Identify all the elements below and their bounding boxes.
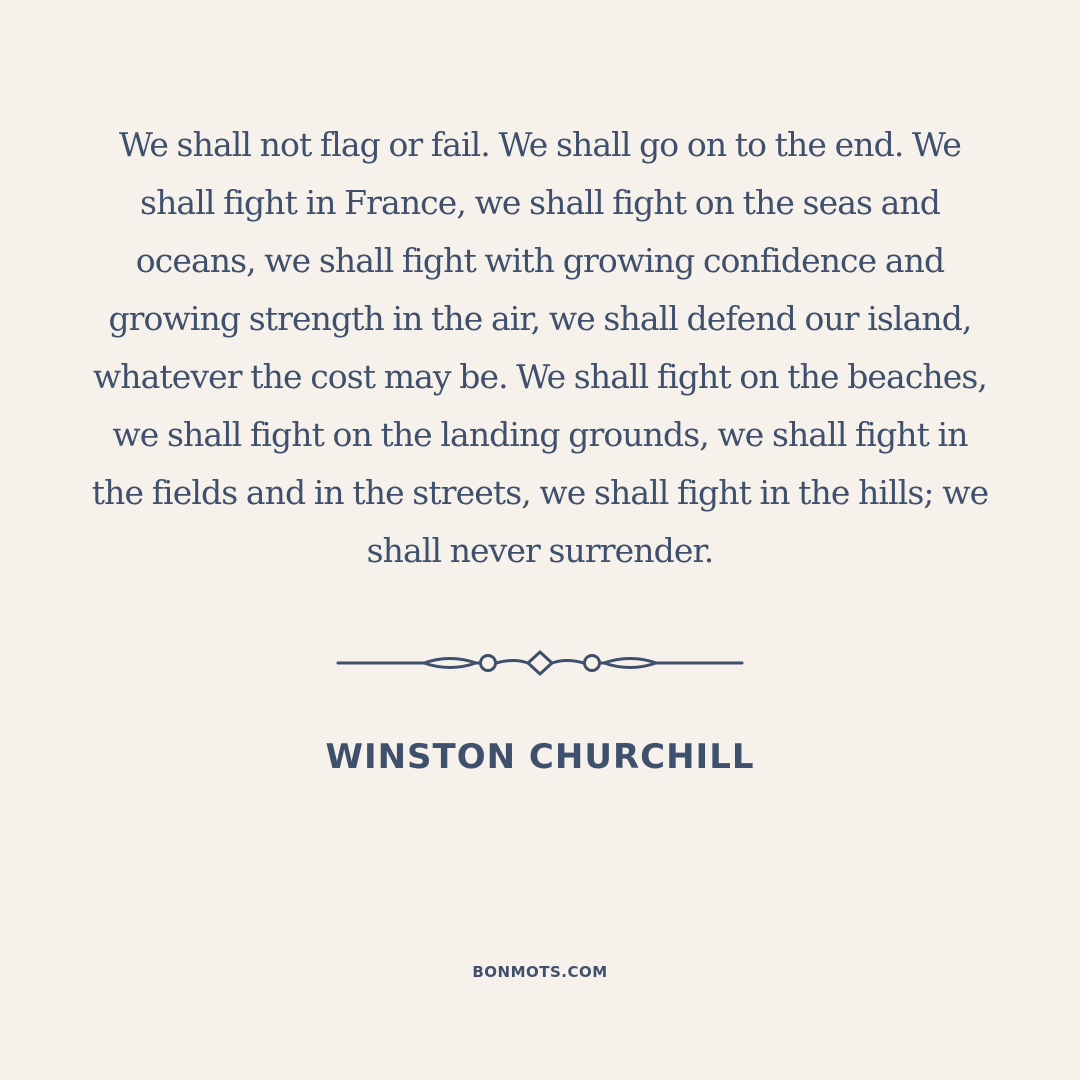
quote-text: We shall not flag or fail. We shall go on to the end. We shall fight in France, we shall fight on the seas and oceans, we shall fight with growing confidence and growing strength in the air, we shall defend our island, whatever the cost may be. We shall fight on the beaches, we shall fight on the landing grounds, we shall fight in the fields and in the streets, we shall fight in the hills; we shall never surrender. — [91, 125, 989, 570]
ornamental-divider-icon — [336, 646, 744, 680]
author-name: WINSTON CHURCHILL — [325, 737, 755, 777]
site-name: BONMOTS.COM — [472, 963, 608, 981]
